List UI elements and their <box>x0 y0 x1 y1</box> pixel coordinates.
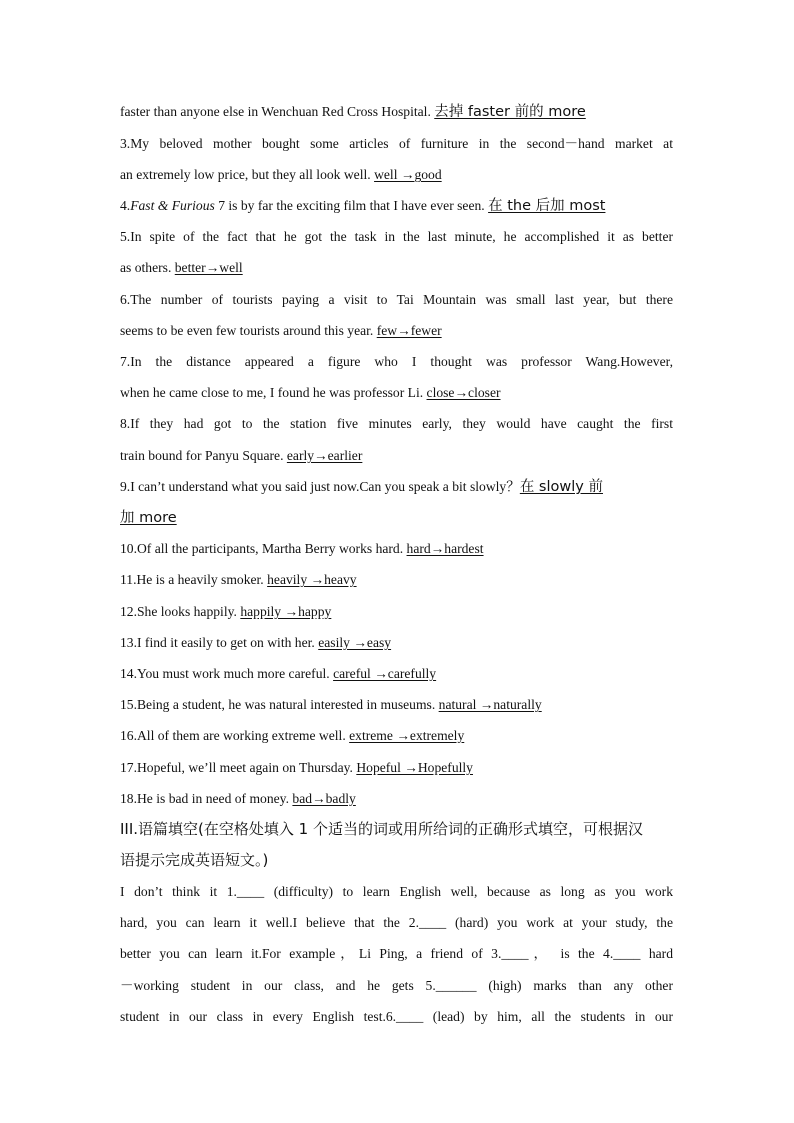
answer-q9-part2: 加 more <box>120 510 177 526</box>
line-q10: 10.Of all the participants, Martha Berry works hard. hard→hardest <box>120 541 484 556</box>
line-q11: 11.He is a heavily smoker. heavily →heavy <box>120 572 357 587</box>
line-q7-b: when he came close to me, I found he was professor Li. close→closer <box>120 385 501 400</box>
line-q18: 18.He is bad in need of money. bad→badly <box>120 791 356 806</box>
answer-q16: extreme →extremely <box>349 728 465 743</box>
answer-q13: easily →easy <box>318 635 392 650</box>
answer-q14: careful →carefully <box>333 666 437 681</box>
line-q13: 13.I find it easily to get on with her. easily →easy <box>120 635 392 650</box>
line-q5-b: as others. better→well <box>120 260 243 275</box>
passage-line-5: student in our class in every English test.6.____ (lead) by him, all the students in our <box>120 1009 673 1024</box>
answer-q9-part1: 在 slowly 前 <box>519 479 603 495</box>
answer-q7: close→closer <box>426 385 501 400</box>
answer-q10: hard→hardest <box>406 541 484 556</box>
line-q5-a: 5.In spite of the fact that he got the task in the last minute, he accomplished it as better <box>120 229 673 244</box>
line-q2-continued: faster than anyone else in Wenchuan Red Cross Hospital. 去掉 faster 前的 more <box>120 104 586 120</box>
answer-q11: heavily →heavy <box>267 572 357 587</box>
line-q12: 12.She looks happily. happily →happy <box>120 604 332 619</box>
line-q8-b: train bound for Panyu Square. early→earlier <box>120 448 363 463</box>
answer-q12: happily →happy <box>240 604 332 619</box>
line-q14: 14.You must work much more careful. careful →carefully <box>120 666 437 681</box>
line-q4: 4.Fast & Furious 7 is by far the exciting film that I have ever seen. 在 the 后加 most <box>120 198 606 214</box>
line-q9-a: 9.I can’t understand what you said just now.Can you speak a bit slowly？在 slowly 前 <box>120 479 603 495</box>
line-q7-a: 7.In the distance appeared a figure who I thought was professor Wang.However, <box>120 354 673 369</box>
answer-q17: Hopeful →Hopefully <box>356 760 473 775</box>
answer-q18: bad→badly <box>292 791 356 806</box>
section-3-heading-b: 语提示完成英语短文。) <box>120 851 269 869</box>
line-q17: 17.Hopeful, we’ll meet again on Thursday. Hopeful →Hopefully <box>120 760 473 775</box>
film-title: Fast & Furious <box>130 198 215 213</box>
answer-q4: 在 the 后加 most <box>488 198 606 214</box>
line-q16: 16.All of them are working extreme well. extreme →extremely <box>120 728 465 743</box>
line-q3-b: an extremely low price, but they all look well. well →good <box>120 167 442 182</box>
line-q3-a: 3.My beloved mother bought some articles of furniture in the second－hand market at <box>120 136 673 151</box>
section-3-heading-a: III.语篇填空(在空格处填入 1 个适当的词或用所给词的正确形式填空，可根据汉 <box>120 820 643 838</box>
line-q15: 15.Being a student, he was natural interested in museums. natural →naturally <box>120 697 542 712</box>
line-q6-a: 6.The number of tourists paying a visit to Tai Mountain was small last year, but there <box>120 292 673 307</box>
answer-q2: 去掉 faster 前的 more <box>434 104 586 120</box>
passage-line-2: hard, you can learn it well.I believe that the 2.____ (hard) you work at your study, the <box>120 915 673 930</box>
line-q8-a: 8.If they had got to the station five minutes early, they would have caught the first <box>120 416 673 431</box>
answer-q15: natural →naturally <box>438 697 542 712</box>
passage-line-4: －working student in our class, and he gets 5.______ (high) marks than any other <box>120 978 673 993</box>
answer-q3: well →good <box>374 167 442 182</box>
answer-q5: better→well <box>174 260 243 275</box>
passage-line-1: I don’t think it 1.____ (difficulty) to learn English well, because as long as you work <box>120 884 673 899</box>
line-q6-b: seems to be even few tourists around this year. few→fewer <box>120 323 442 338</box>
line-q9-b <box>120 509 673 527</box>
answer-q8: early→earlier <box>286 448 363 463</box>
passage-line-3: better you can learn it.For example，Li Ping, a friend of 3.____， is the 4.____ hard <box>120 946 673 961</box>
answer-q6: few→fewer <box>376 323 442 338</box>
